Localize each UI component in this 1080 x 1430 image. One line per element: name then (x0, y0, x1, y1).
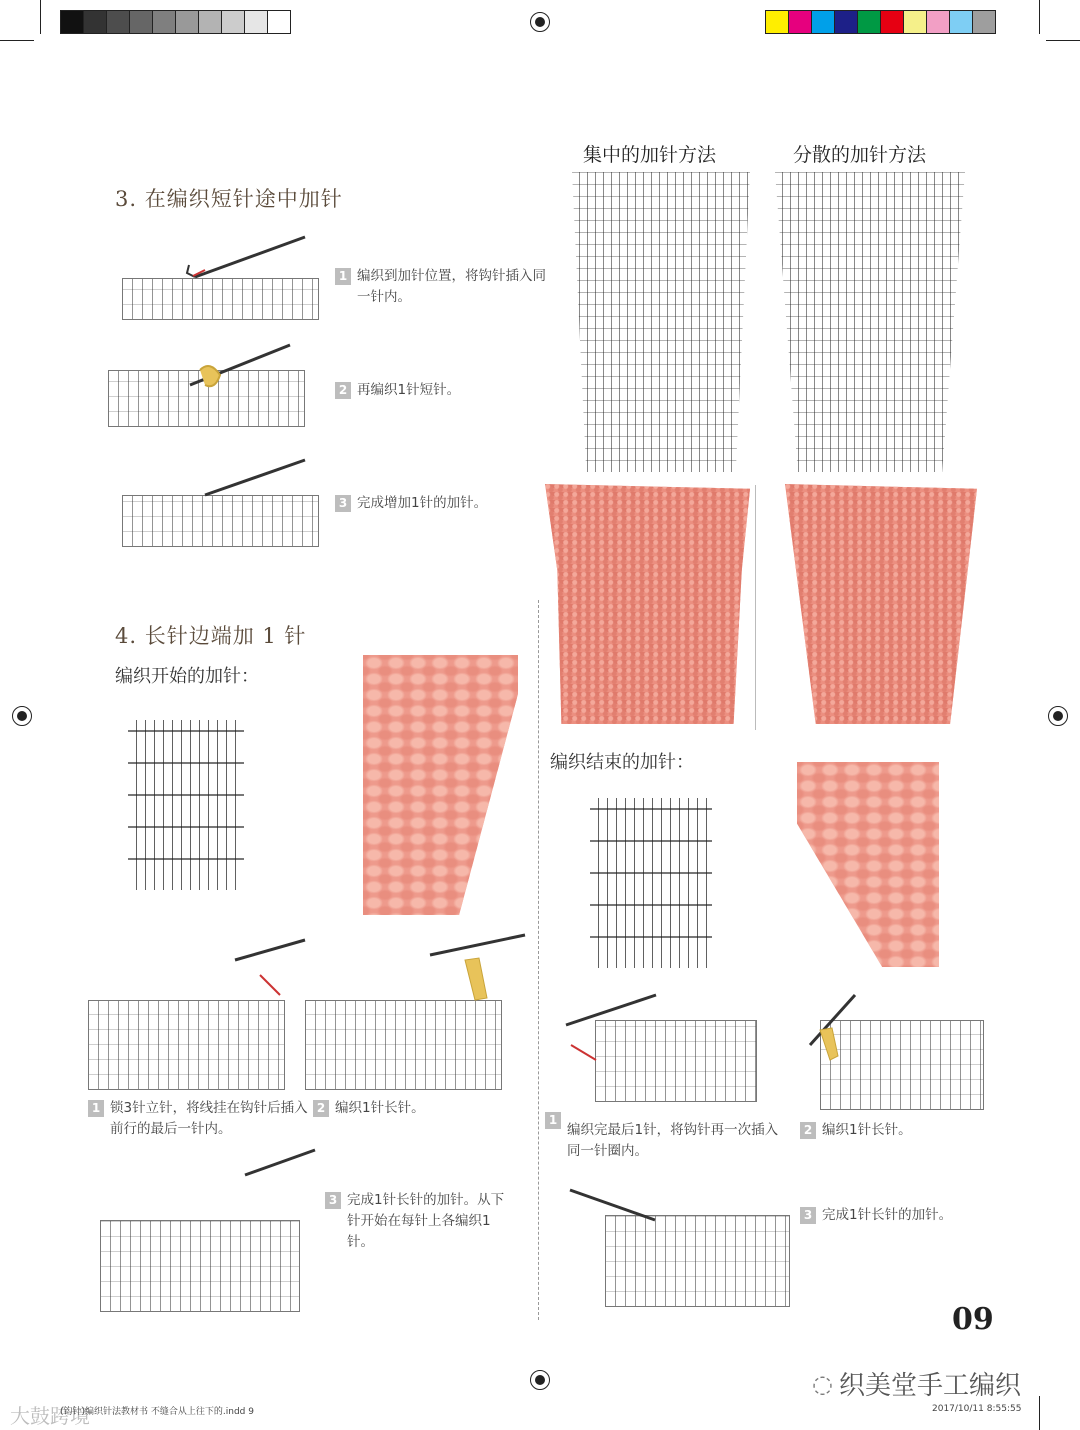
dc-end-increase-chart (590, 798, 712, 968)
dc-illustration-3 (100, 1220, 300, 1312)
color-swatch (766, 11, 789, 33)
color-swatch (881, 11, 904, 33)
watermark (812, 1365, 1021, 1402)
section3-step-3 (335, 493, 550, 514)
grayscale-bar (60, 10, 291, 34)
step-text: 编织完最后1针，将钩针再一次插入同一针圈内。 (567, 1122, 779, 1159)
color-swatch (973, 11, 995, 33)
section4-step-1 (88, 1098, 308, 1140)
section4-step-2 (313, 1098, 503, 1119)
hook-illustration-5 (420, 930, 530, 1010)
color-swatch (835, 11, 858, 33)
section4-step-3 (325, 1190, 515, 1253)
color-swatch (927, 11, 950, 33)
step-text: 编织1针长针。 (335, 1100, 425, 1116)
color-swatch (789, 11, 812, 33)
scattered-increase-title: 分散的加针方法 (793, 144, 927, 166)
step-text: 锁3针立针，将线挂在钩针后插入前行的最后一针内。 (110, 1100, 308, 1137)
hook-illustration-2 (150, 340, 300, 400)
step-badge: 2 (313, 1100, 329, 1117)
footer-date: 2017/10/11 8:55:55 (932, 1404, 1022, 1414)
color-swatch (812, 11, 835, 33)
concentrated-increase-title: 集中的加针方法 (583, 144, 717, 166)
step-badge: 1 (335, 268, 351, 285)
gray-swatch (176, 11, 199, 33)
watermark-text: 织美堂手工编织 (838, 1371, 1021, 1401)
gray-swatch (199, 11, 222, 33)
section3-step-1 (335, 266, 550, 308)
step-badge: 2 (800, 1122, 816, 1139)
crop-mark (1046, 40, 1080, 41)
gray-swatch (61, 11, 84, 33)
registration-mark-top (530, 12, 550, 32)
scattered-increase-chart (775, 172, 965, 472)
step-badge: 3 (335, 495, 351, 512)
step-badge: 3 (800, 1207, 816, 1224)
color-bar (765, 10, 996, 34)
hook-illustration-8 (800, 990, 880, 1070)
step-text: 完成1针长针的加针。从下针开始在每针上各编织1针。 (347, 1192, 505, 1250)
section-4-title: 4. 长针边端加 1 针 (115, 624, 307, 648)
step-badge: 1 (545, 1112, 561, 1129)
step-text: 编织到加针位置，将钩针插入同一针内。 (357, 268, 546, 305)
photo-divider (755, 485, 756, 730)
step-text: 再编织1针短针。 (357, 382, 461, 398)
registration-mark-right (1048, 706, 1068, 726)
right-step-2 (800, 1120, 980, 1141)
scattered-swatch-photo (785, 484, 977, 724)
page-number: 09 (952, 1302, 994, 1337)
crop-mark (1039, 1396, 1040, 1430)
section3-step-2 (335, 380, 550, 401)
gray-swatch (107, 11, 130, 33)
step-text: 完成增加1针的加针。 (357, 495, 488, 511)
hook-illustration-1 (175, 232, 315, 292)
dc-end-photo (797, 762, 939, 967)
hook-illustration-6 (230, 1145, 320, 1225)
concentrated-increase-chart (572, 172, 750, 472)
hook-illustration-9 (560, 1180, 660, 1230)
hook-illustration-7 (556, 990, 666, 1070)
registration-mark-bottom (530, 1370, 550, 1390)
right-step-1 (545, 1110, 785, 1162)
crop-mark (40, 0, 41, 34)
hook-illustration-3 (165, 455, 315, 505)
start-increase-label: 编织开始的加针： (115, 666, 259, 687)
gray-swatch (268, 11, 290, 33)
footer-left-mark: 大鼓跨境 (10, 1404, 90, 1428)
step-text: 编织1针长针。 (822, 1122, 912, 1138)
gray-swatch (153, 11, 176, 33)
registration-mark-left (12, 706, 32, 726)
step-badge: 1 (88, 1100, 104, 1117)
footer-file-name: (钩针)编织针法教材书 不缝合从上往下的.indd 9 (60, 1407, 254, 1417)
gray-swatch (222, 11, 245, 33)
hook-illustration-4 (220, 935, 310, 1015)
step-badge: 2 (335, 382, 351, 399)
dc-start-increase-chart (128, 720, 244, 890)
step-text: 完成1针长针的加针。 (822, 1207, 953, 1223)
wechat-icon: ◌ (812, 1369, 833, 1398)
dc-illustration-2 (305, 1000, 502, 1090)
section-3-title: 3. 在编织短针途中加针 (115, 187, 343, 211)
step-badge: 3 (325, 1192, 341, 1209)
crop-mark (1039, 0, 1040, 34)
column-divider (538, 600, 539, 1320)
color-swatch (858, 11, 881, 33)
color-swatch (950, 11, 973, 33)
crop-mark (0, 40, 34, 41)
dc-start-photo (363, 655, 518, 915)
concentrated-swatch-photo (545, 484, 750, 724)
gray-swatch (130, 11, 153, 33)
right-step-3 (800, 1205, 990, 1226)
gray-swatch (84, 11, 107, 33)
color-swatch (904, 11, 927, 33)
gray-swatch (245, 11, 268, 33)
end-increase-label: 编织结束的加针： (550, 752, 694, 773)
